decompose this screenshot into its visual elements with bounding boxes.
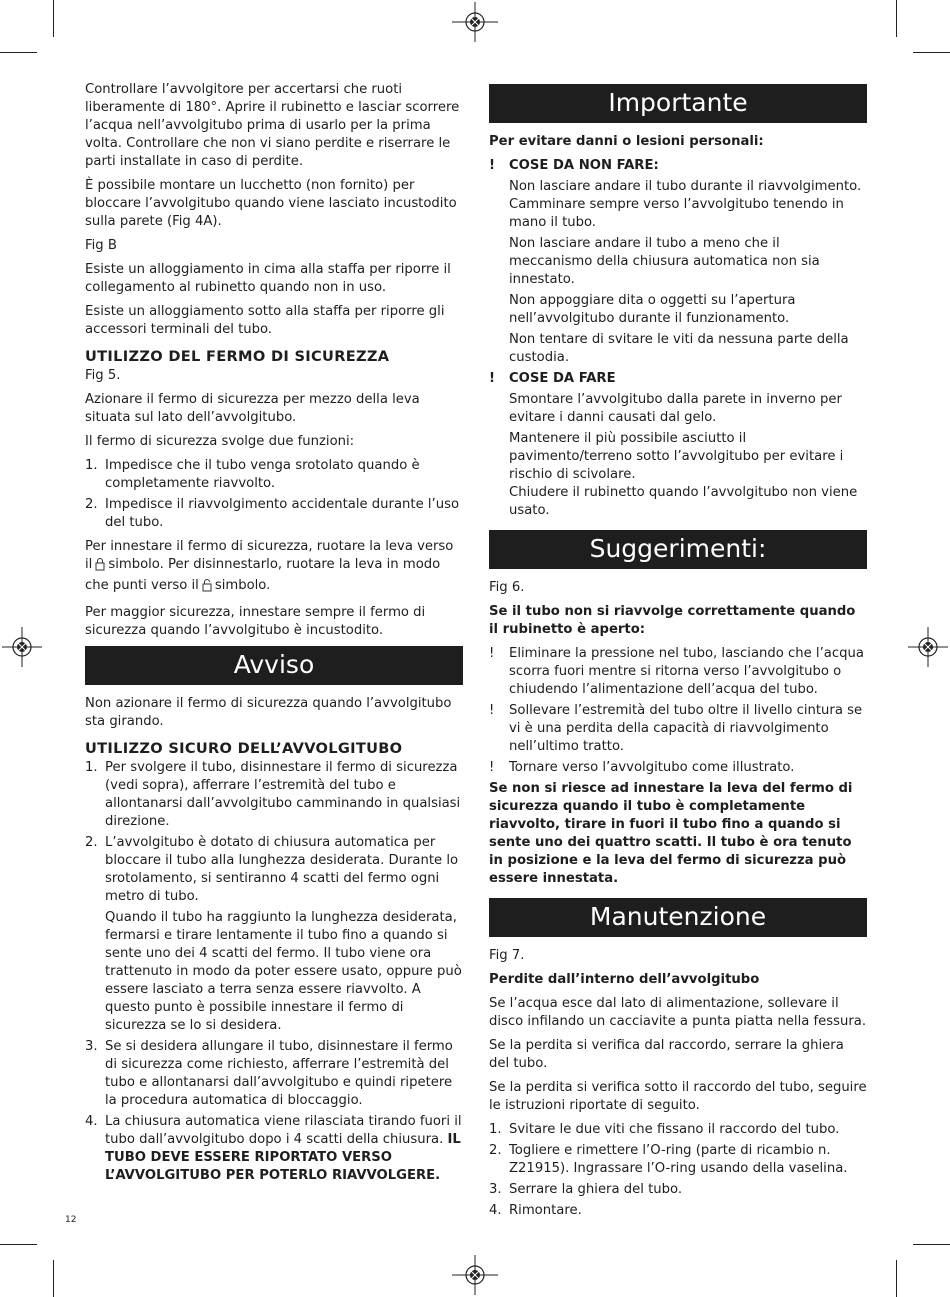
- crop-mark: [0, 1244, 37, 1245]
- functions-list: [85, 457, 463, 532]
- list-item-text: Se si desidera allungare il tubo, disinnestare il fermo di sicurezza come richiesto, afferrare l’estremità del tubo e allontanarsi dall’avvolgitubo e quindi ripetere la procedura automatica di bloccaggio.: [105, 1039, 453, 1108]
- left-column: [85, 81, 463, 1191]
- crop-mark: [896, 0, 897, 37]
- list-item-text: L’avvolgitubo è dotato di chiusura automatica per bloccare il tubo alla lunghezza desiderata. Durante lo srotolamento, si sentiranno 4 scatti del fermo ogni metro di tubo.: [105, 835, 459, 904]
- dont-heading-text: COSE DA NON FARE:: [509, 158, 659, 173]
- tip-item: [489, 759, 867, 777]
- list-item-text: Togliere e rimettere l’O-ring (parte di ricambio n. Z21915). Ingrassare l’O-ring usando della vaselina.: [509, 1143, 848, 1176]
- list-number: 2.: [489, 1143, 502, 1158]
- list-number: 1.: [85, 458, 98, 473]
- section-heading-safe-use: UTILIZZO SICURO DELL’AVVOLGITUBO: [85, 740, 403, 757]
- tip-text: Tornare verso l’avvolgitubo come illustrato.: [509, 760, 795, 775]
- paragraph: Per maggior sicurezza, innestare sempre il fermo di sicurezza quando l’avvolgitubo è incustodito.: [85, 605, 426, 638]
- unlocked-icon: [202, 578, 212, 598]
- locked-icon: [95, 557, 105, 577]
- paragraph: Se l’acqua esce dal lato di alimentazione, sollevare il disco infilando un cacciavite a punta piatta nella fessura.: [489, 996, 867, 1029]
- fig-label: Fig 7.: [489, 948, 525, 963]
- fig-label: Fig 6.: [489, 580, 525, 595]
- list-number: 1.: [85, 760, 98, 775]
- registration-mark-left: [2, 627, 42, 667]
- list-item-text: Svitare le due viti che fissano il raccordo del tubo.: [509, 1122, 840, 1137]
- fig-label: Fig 5.: [85, 368, 121, 383]
- registration-mark-bottom: [452, 1255, 498, 1295]
- list-item: [85, 909, 463, 1035]
- list-item: [85, 496, 463, 532]
- banner-avviso: Avviso: [85, 646, 463, 685]
- page-number: 12: [65, 1215, 77, 1225]
- list-item: [85, 834, 463, 906]
- paragraph: Se la perdita si verifica sotto il raccordo del tubo, seguire le istruzioni riportate di seguito.: [489, 1080, 867, 1113]
- exclamation-icon: !: [489, 646, 495, 661]
- list-item-bold-text: IL TUBO DEVE ESSERE RIPORTATO VERSO L’AVVOLGITUBO PER POTERLO RIAVVOLGERE.: [105, 1132, 461, 1183]
- list-item-text: Rimontare.: [509, 1203, 582, 1218]
- list-item-text: La chiusura automatica viene rilasciata tirando fuori il tubo dall’avvolgitubo dopo i 4 scatti della chiusura.: [105, 1114, 462, 1147]
- question-text: Se il tubo non si riavvolge correttamente quando il rubinetto è aperto:: [489, 604, 856, 637]
- exclamation-icon: !: [489, 760, 495, 775]
- list-number: 2.: [85, 497, 98, 512]
- list-number: 4.: [85, 1114, 98, 1129]
- registration-mark-top: [452, 2, 498, 42]
- dont-heading: [489, 157, 867, 175]
- crop-mark: [53, 1260, 54, 1297]
- crop-mark: [913, 52, 950, 53]
- section-heading-safety-lock: UTILIZZO DEL FERMO DI SICUREZZA: [85, 348, 390, 365]
- paragraph-lock-instructions: [85, 538, 463, 598]
- list-number: 3.: [489, 1182, 502, 1197]
- dont-item: Non lasciare andare il tubo a meno che il meccanismo della chiusura automatica non sia innestato.: [509, 236, 820, 287]
- text-fragment: Per innestare il fermo di sicurezza, ruotare la leva verso il: [85, 539, 454, 572]
- list-item: [489, 1142, 867, 1178]
- maintenance-steps: [489, 1121, 867, 1220]
- banner-suggerimenti: Suggerimenti:: [489, 530, 867, 569]
- intro-paragraph: Controllare l’avvolgitore per accertarsi che ruoti liberamente di 180°. Aprire il rubinetto e lasciar scorrere l’acqua nell’avvolgitubo prima di usarlo per la prima volta. Controllare che non vi siano perdite e riserrare le parti installate in caso di perdite.: [85, 82, 460, 169]
- do-heading-text: COSE DA FARE: [509, 371, 616, 386]
- dont-item: Non lasciare andare il tubo durante il riavvolgimento. Camminare sempre verso l’avvolgitubo tenendo in mano il tubo.: [509, 179, 862, 230]
- list-item-text: Serrare la ghiera del tubo.: [509, 1182, 683, 1197]
- list-number: 1.: [489, 1122, 502, 1137]
- list-item: [85, 759, 463, 831]
- subheading: Perdite dall’interno dell’avvolgitubo: [489, 972, 760, 987]
- safe-use-list: [85, 759, 463, 1185]
- list-item: [489, 1202, 867, 1220]
- note-text: Se non si riesce ad innestare la leva del fermo di sicurezza quando il tubo è completamente riavvolto, tirare in fuori il tubo fino a quando si sente uno dei quattro scatti. Il tubo è ora tenuto in posizione e la leva del fermo di sicurezza può essere innestata.: [489, 781, 853, 886]
- warning-text: Non azionare il fermo di sicurezza quando l’avvolgitubo sta girando.: [85, 696, 452, 729]
- list-item-text: Quando il tubo ha raggiunto la lunghezza desiderata, fermarsi e tirare lentamente il tubo fino a quando si sente uno dei 4 scatti del fermo. Il tubo viene ora trattenuto in modo da poter essere usato, oppure può essere lasciato a terra senza essere riavvolto. A questo punto è possibile innestare il fermo di sicurezza se lo si desidera.: [105, 910, 462, 1033]
- list-item-text: Impedisce che il tubo venga srotolato quando è completamente riavvolto.: [105, 458, 420, 491]
- dont-item: Non appoggiare dita o oggetti su l’apertura nell’avvolgitubo durante il funzionamento.: [509, 293, 796, 326]
- right-column: [489, 84, 867, 1226]
- do-item: Chiudere il rubinetto quando l’avvolgitubo non viene usato.: [509, 485, 858, 518]
- text-fragment: simbolo.: [214, 578, 271, 593]
- list-item: [85, 1113, 463, 1185]
- list-item-text: Per svolgere il tubo, disinnestare il fermo di sicurezza (vedi sopra), afferrare l’estremità del tubo e allontanarsi dall’avvolgitubo camminando in qualsiasi direzione.: [105, 760, 461, 829]
- exclamation-icon: !: [489, 371, 496, 386]
- list-number: 2.: [85, 835, 98, 850]
- crop-mark: [896, 1260, 897, 1297]
- list-item: [489, 1121, 867, 1139]
- do-heading: [489, 370, 867, 388]
- fig-label: Fig B: [85, 238, 117, 253]
- banner-importante: Importante: [489, 84, 867, 123]
- list-number: 4.: [489, 1203, 502, 1218]
- intro-paragraph: È possibile montare un lucchetto (non fornito) per bloccare l’avvolgitubo quando viene lasciato incustodito sulla parete (Fig 4A).: [85, 178, 457, 229]
- banner-manutenzione: Manutenzione: [489, 898, 867, 937]
- list-number: 3.: [85, 1039, 98, 1054]
- crop-mark: [53, 0, 54, 37]
- exclamation-icon: !: [489, 158, 496, 173]
- paragraph: Il fermo di sicurezza svolge due funzioni:: [85, 434, 355, 449]
- do-item: Smontare l’avvolgitubo dalla parete in inverno per evitare i danni causati dal gelo.: [509, 392, 842, 425]
- tip-item: [489, 702, 867, 756]
- registration-mark-right: [908, 627, 948, 667]
- paragraph: Se la perdita si verifica dal raccordo, serrare la ghiera del tubo.: [489, 1038, 844, 1071]
- text-fragment: simbolo. Per disinnestarlo, ruotare la leva in modo che punti verso il: [85, 557, 441, 593]
- list-item-text: Impedisce il riavvolgimento accidentale durante l’uso del tubo.: [105, 497, 460, 530]
- list-item: [85, 1038, 463, 1110]
- list-item: [85, 457, 463, 493]
- intro-paragraph: Esiste un alloggiamento in cima alla staffa per riporre il collegamento al rubinetto quando non in uso.: [85, 262, 451, 295]
- tip-text: Sollevare l’estremità del tubo oltre il livello cintura se vi è una perdita della capacità di riavvolgimento nell’ultimo tratto.: [509, 703, 863, 754]
- intro-paragraph: Esiste un alloggiamento sotto alla staffa per riporre gli accessori terminali del tubo.: [85, 304, 445, 337]
- list-item: [489, 1181, 867, 1199]
- crop-mark: [0, 52, 37, 53]
- paragraph: Azionare il fermo di sicurezza per mezzo della leva situata sul lato dell’avvolgitubo.: [85, 392, 420, 425]
- tip-text: Eliminare la pressione nel tubo, lasciando che l’acqua scorra fuori mentre si ritorna verso l’avvolgitubo o chiudendo l’alimentazione dell’acqua del tubo.: [509, 646, 864, 697]
- tip-item: [489, 645, 867, 699]
- crop-mark: [913, 1244, 950, 1245]
- do-item: Mantenere il più possibile asciutto il pavimento/terreno sotto l’avvolgitubo per evitare i rischio di scivolare.: [509, 431, 844, 482]
- dont-item: Non tentare di svitare le viti da nessuna parte della custodia.: [509, 332, 849, 365]
- lead-text: Per evitare danni o lesioni personali:: [489, 134, 764, 149]
- exclamation-icon: !: [489, 703, 495, 718]
